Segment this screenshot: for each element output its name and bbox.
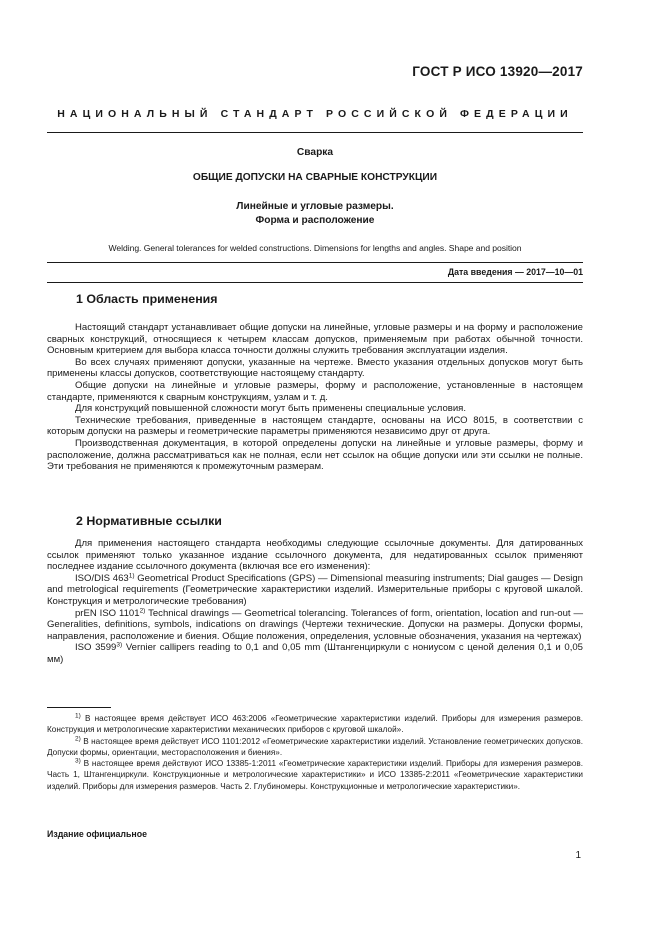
english-title: Welding. General tolerances for welded constructions. Dimensions for lengths and angles. Shape and position — [108, 243, 522, 253]
divider — [47, 262, 583, 263]
section-1-body — [47, 322, 583, 473]
section-2-body — [47, 538, 583, 666]
footnote-mark: 1) — [75, 712, 81, 720]
footnote — [47, 736, 583, 759]
title-main: ОБЩИЕ ДОПУСКИ НА СВАРНЫЕ КОНСТРУКЦИИ — [192, 172, 438, 183]
footnotes — [47, 713, 583, 792]
subtitle-line-1: Линейные и угловые размеры. — [236, 201, 394, 212]
reference-item — [47, 573, 583, 608]
introduction-date: Дата введения — 2017—10—01 — [447, 267, 583, 277]
national-standard-banner: НАЦИОНАЛЬНЫЙ СТАНДАРТ РОССИЙСКОЙ ФЕДЕРАЦИИ — [57, 108, 573, 120]
footnote — [47, 713, 583, 736]
reference-text: Geometrical Product Specifications (GPS) — Dimensional measuring instruments; Dial gauges — Design and metrological requirements (Геометрические характеристики изделий. Измерительные приборы с круговой шкалой. Конструкция и метрологические требования) — [47, 572, 583, 607]
footnote-mark: 3) — [75, 757, 81, 765]
section-1-heading: 1 Область применения — [76, 292, 218, 306]
reference-code: ISO/DIS 463 — [75, 572, 129, 584]
paragraph: Для конструкций повышенной сложности могут быть применены специальные условия. — [75, 403, 466, 415]
title-subtitle — [47, 200, 583, 228]
footnote-mark: 1) — [128, 572, 135, 580]
section-2-heading: 2 Нормативные ссылки — [76, 514, 222, 528]
subtitle-line-2: Форма и расположение — [255, 215, 375, 226]
reference-item — [47, 642, 583, 665]
paragraph: Производственная документация, в которой определены допуски на линейные и угловые размеры, форму и расположение, должна рассматриваться как не полная, если нет ссылок на общие допуски или эти ссылки не полные. Эти требования не применяются к промежуточным размерам. — [47, 437, 583, 473]
paragraph: Технические требования, приведенные в настоящем стандарте, основаны на ИСО 8015, в соответствии с которым допуски на размеры и геометрические параметры применяются независимо друг от друга. — [47, 414, 583, 438]
footnote-text: В настоящее время действуют ИСО 13385-1:2011 «Геометрические характеристики изделий. Приборы для измерения размеров. Часть 1, Штангенциркули. Конструкционные и метрологические характеристики» и ИСО 13385-2:2011 «Геометрические характеристики изделий. Приборы для измерения размеров. Часть 2. Глубиномеры. Конструкционные и метрологические характеристики». — [47, 759, 583, 791]
footnote-mark: 2) — [75, 735, 81, 743]
standard-code: ГОСТ Р ИСО 13920—2017 — [412, 64, 583, 79]
paragraph: Для применения настоящего стандарта необходимы следующие ссылочные документы. Для датированных ссылок применяют только указанное издание ссылочного документа, для недатированных ссылок применяют последнее издание ссылочного документа (включая все его изменения): — [47, 538, 583, 573]
footnote-text: В настоящее время действует ИСО 463:2006 «Геометрические характеристики изделий. Приборы для измерения размеров. Конструкция и метрологические характеристики механических приборов с круговой шкалой». — [47, 714, 583, 735]
footnote — [47, 758, 583, 792]
paragraph: Настоящий стандарт устанавливает общие допуски на линейные, угловые размеры и на форму и расположение сварных конструкций, относящиеся к четырем классам допусков, применяемым при работах обычной точности. Основным критерием для выбора класса точности должны служить требования эксплуатации изделия. — [47, 322, 583, 357]
footnote-mark: 2) — [139, 607, 146, 615]
reference-text: Technical drawings — Geometrical tolerancing. Tolerances of form, orientation, location and run-out — Generalities, definitions, symbols, indications on drawings (Чертежи технические. Допуски на размеры. Допуски формы, направления, расположение и биения. Общие положения, определения, условные обозначения, указания на чертежах) — [47, 607, 583, 642]
page-number: 1 — [575, 850, 581, 861]
paragraph: Во всех случаях применяют допуски, указанные на чертеже. Вместо указания отдельных допусков могут быть применены классы допусков, соответствующие настоящему стандарту. — [47, 356, 583, 380]
title-topic: Сварка — [296, 147, 334, 158]
reference-code: prEN ISO 1101 — [75, 607, 140, 619]
footnote-text: В настоящее время действует ИСО 1101:2012 «Геометрические характеристики изделий. Установление геометрических допусков. Допуски формы, ориентации, месторасположения и биения». — [47, 736, 583, 757]
footnote-mark: 3) — [116, 641, 123, 649]
divider — [47, 132, 583, 133]
reference-code: ISO 3599 — [75, 642, 117, 654]
official-edition-label: Издание официальное — [47, 829, 147, 839]
divider — [47, 282, 583, 283]
footnote-separator — [47, 707, 111, 708]
reference-text: Vernier callipers reading to 0,1 and 0,05 mm (Штангенциркули с нониусом с ценой деления 0,1 и 0,05 мм) — [47, 642, 583, 665]
paragraph: Общие допуски на линейные и угловые размеры, форму и расположение, установленные в настоящем стандарте, применяются к сварным конструкциям, узлам и т. д. — [47, 379, 583, 403]
reference-item — [47, 608, 583, 643]
